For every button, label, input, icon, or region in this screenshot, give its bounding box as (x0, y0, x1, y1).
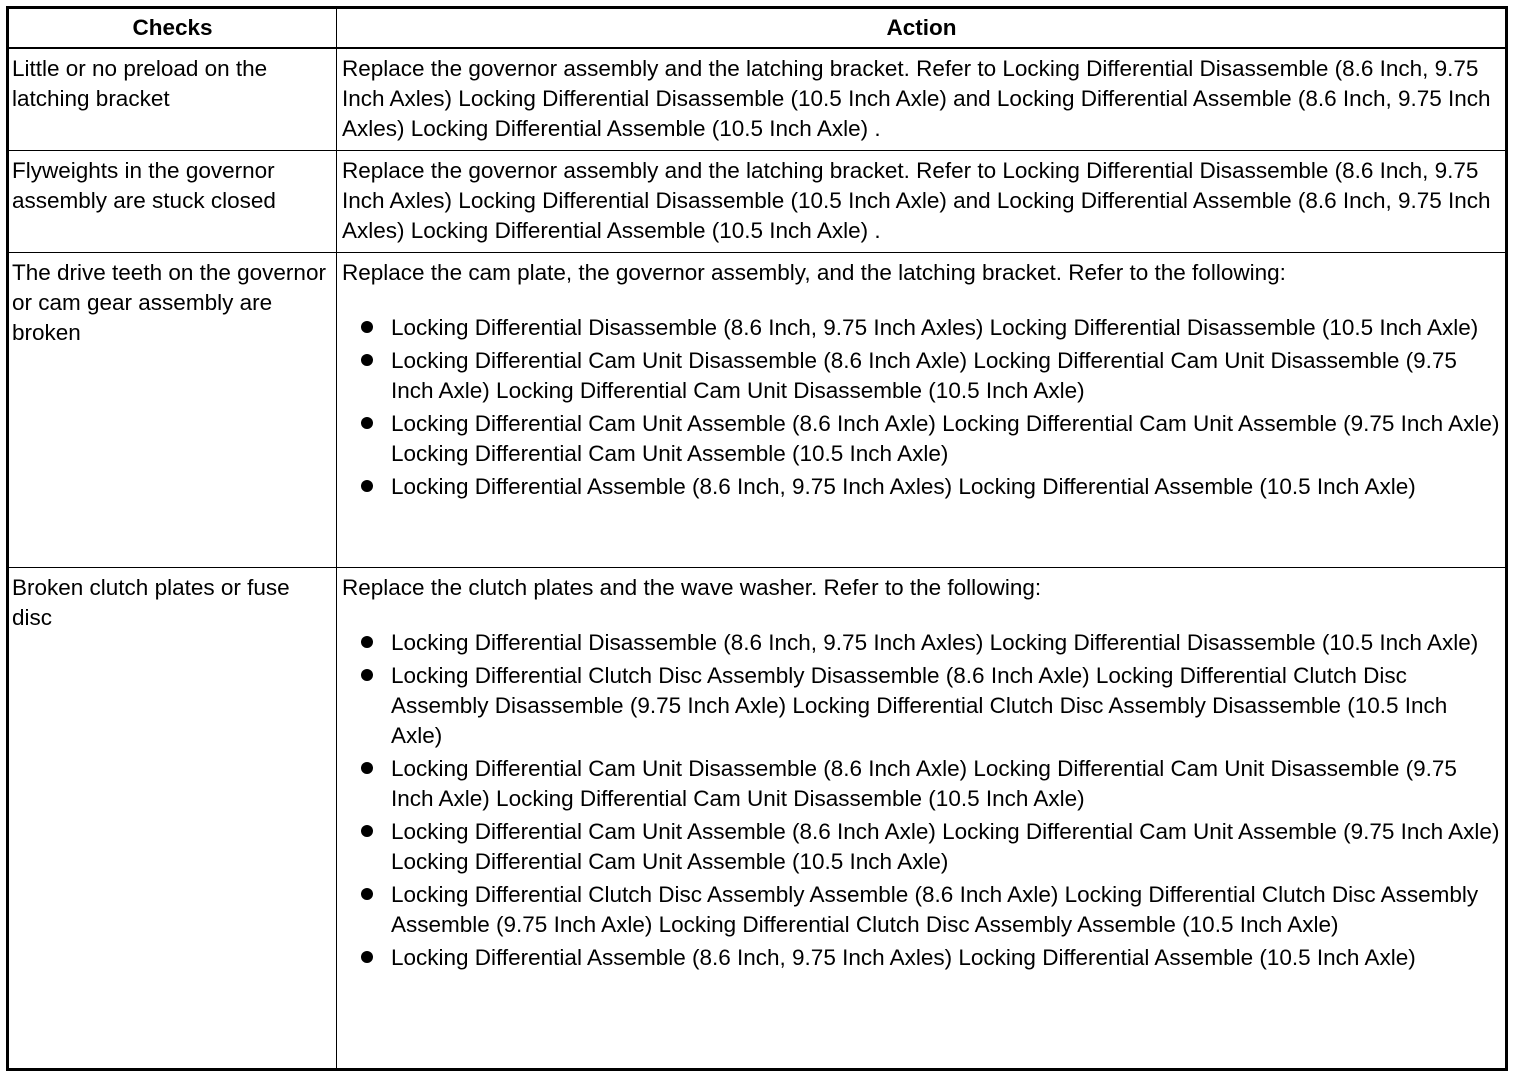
list-item (342, 661, 1501, 751)
list-item-text: Locking Differential Disassemble (8.6 Inch, 9.75 Inch Axles) Locking Differential Disassemble (10.5 Inch Axle) (391, 630, 1479, 655)
bullet-icon (361, 417, 373, 429)
list-item (342, 346, 1501, 406)
bullet-icon (361, 669, 373, 681)
list-item (342, 409, 1501, 469)
list-item-text: Locking Differential Cam Unit Assemble (8.6 Inch Axle) Locking Differential Cam Unit Assemble (9.75 Inch Axle) Locking Differential Cam Unit Assemble (10.5 Inch Axle) (391, 819, 1500, 874)
action-intro: Replace the clutch plates and the wave washer. Refer to the following: (342, 575, 1042, 600)
bullet-icon (361, 636, 373, 648)
bullet-icon (361, 825, 373, 837)
list-item-text: Locking Differential Clutch Disc Assembly Assemble (8.6 Inch Axle) Locking Differential Clutch Disc Assembly Assemble (9.75 Inch Axle) Locking Differential Clutch Disc Assembly Assemble (10.5 Inch Axle) (391, 882, 1479, 937)
diagnostic-table (6, 6, 1508, 1071)
list-item-text: Locking Differential Cam Unit Assemble (8.6 Inch Axle) Locking Differential Cam Unit Assemble (9.75 Inch Axle) Locking Differential Cam Unit Assemble (10.5 Inch Axle) (391, 411, 1500, 466)
list-item (342, 817, 1501, 877)
bullet-icon (361, 888, 373, 900)
action-cell (337, 253, 1505, 505)
bullet-icon (361, 951, 373, 963)
table-row (9, 253, 1505, 568)
table-row (9, 49, 1505, 151)
table-row (9, 568, 1505, 1068)
action-cell: Replace the governor assembly and the latching bracket. Refer to Locking Differential Disassemble (8.6 Inch, 9.75 Inch Axles) Locking Differential Disassemble (10.5 Inch Axle) and Locking Differential Assemble (8.6 Inch, 9.75 Inch Axles) Locking Differential Assemble (10.5 Inch Axle) . (342, 56, 1491, 141)
list-item (342, 472, 1501, 502)
check-cell: Little or no preload on the latching bracket (12, 56, 268, 111)
list-item-text: Locking Differential Assemble (8.6 Inch, 9.75 Inch Axles) Locking Differential Assemble (10.5 Inch Axle) (391, 945, 1416, 970)
reference-list (342, 313, 1501, 502)
list-item (342, 628, 1501, 658)
action-cell: Replace the governor assembly and the latching bracket. Refer to Locking Differential Disassemble (8.6 Inch, 9.75 Inch Axles) Locking Differential Disassemble (10.5 Inch Axle) and Locking Differential Assemble (8.6 Inch, 9.75 Inch Axles) Locking Differential Assemble (10.5 Inch Axle) . (342, 158, 1491, 243)
bullet-icon (361, 762, 373, 774)
check-cell: Broken clutch plates or fuse disc (12, 575, 290, 630)
table-row (9, 151, 1505, 253)
list-item-text: Locking Differential Cam Unit Disassemble (8.6 Inch Axle) Locking Differential Cam Unit Disassemble (9.75 Inch Axle) Locking Differential Cam Unit Disassemble (10.5 Inch Axle) (391, 348, 1457, 403)
bullet-icon (361, 321, 373, 333)
header-checks: Checks (132, 15, 213, 40)
check-cell: Flyweights in the governor assembly are stuck closed (12, 158, 276, 213)
action-cell (337, 568, 1505, 976)
bullet-icon (361, 354, 373, 366)
header-action: Action (886, 15, 957, 40)
reference-list (342, 628, 1501, 973)
list-item-text: Locking Differential Assemble (8.6 Inch, 9.75 Inch Axles) Locking Differential Assemble (10.5 Inch Axle) (391, 474, 1416, 499)
table-header-row (9, 9, 1505, 49)
check-cell: The drive teeth on the governor or cam gear assembly are broken (12, 260, 326, 345)
bullet-icon (361, 480, 373, 492)
list-item (342, 880, 1501, 940)
list-item-text: Locking Differential Disassemble (8.6 Inch, 9.75 Inch Axles) Locking Differential Disassemble (10.5 Inch Axle) (391, 315, 1479, 340)
list-item-text: Locking Differential Cam Unit Disassemble (8.6 Inch Axle) Locking Differential Cam Unit Disassemble (9.75 Inch Axle) Locking Differential Cam Unit Disassemble (10.5 Inch Axle) (391, 756, 1457, 811)
list-item (342, 754, 1501, 814)
action-intro: Replace the cam plate, the governor assembly, and the latching bracket. Refer to the following: (342, 260, 1286, 285)
list-item-text: Locking Differential Clutch Disc Assembly Disassemble (8.6 Inch Axle) Locking Differential Clutch Disc Assembly Disassemble (9.75 Inch Axle) Locking Differential Clutch Disc Assembly Disassemble (10.5 Inch Axle) (391, 663, 1448, 748)
list-item (342, 943, 1501, 973)
list-item (342, 313, 1501, 343)
